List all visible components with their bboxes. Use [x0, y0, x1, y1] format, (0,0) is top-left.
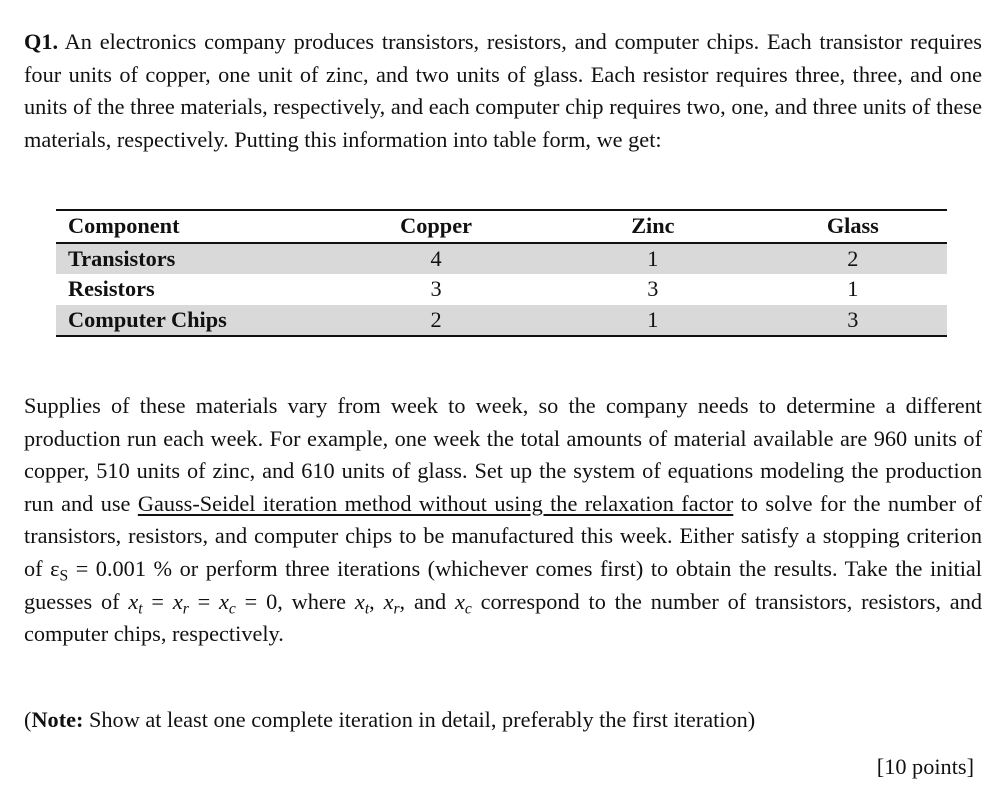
cell-zinc: 1	[547, 305, 759, 337]
body-text-part3: correspond to the number of transistors, resistors, and computer chips, respectively.	[24, 588, 982, 647]
question-body-paragraph	[24, 390, 982, 651]
criterion-text: = 0.001 % or perform three iterations (whichever comes first) to obtain the results. Take the initial guesses of	[24, 555, 982, 614]
body-text-part2: to solve for the number of transistors, resistors, and computer chips to be manufactured this week. Either satisfy a stopping criterion of	[24, 490, 982, 581]
question-number: Q1.	[24, 29, 59, 54]
cell-glass: 1	[847, 276, 859, 301]
table-row	[56, 243, 947, 275]
table-row	[56, 305, 947, 337]
header-copper: Copper	[400, 213, 472, 238]
note-label: Note:	[31, 707, 84, 732]
header-zinc: Zinc	[631, 213, 675, 238]
body-text-part1: Supplies of these materials vary from week to week, so the company needs to determine a different production run each week. For example, one week the total amounts of material available are 960 units of copper, 510 units of zinc, and 610 units of glass. Set up the system of equations modeling the production run and use	[24, 393, 982, 516]
materials-table-wrapper	[56, 209, 947, 337]
eq-sign: =	[188, 588, 220, 614]
cell-glass: 3	[759, 305, 947, 337]
method-underlined: Gauss-Seidel iteration method without using the relaxation factor	[137, 490, 734, 516]
epsilon-symbol: $\varepsilon_S$	[50, 555, 69, 585]
note-paragraph	[24, 704, 982, 737]
eq-sign: =	[142, 588, 173, 614]
var-xt: $x_t$	[354, 588, 370, 618]
table-row	[56, 274, 947, 305]
var-xc: $x_c$	[219, 588, 236, 618]
cell-zinc: 1	[547, 243, 759, 275]
cell-component: Computer Chips	[56, 305, 325, 337]
cell-copper: 4	[325, 243, 547, 275]
var-xt: $x_t$	[128, 588, 143, 618]
question-intro-paragraph	[24, 26, 982, 156]
var-xr: $x_r$	[172, 588, 189, 618]
cell-glass: 2	[759, 243, 947, 275]
note-open-paren: (	[24, 707, 32, 732]
cell-zinc: 3	[647, 276, 659, 301]
note-text: Show at least one complete iteration in detail, preferably the first iteration)	[83, 707, 756, 732]
var-xc: $x_c$	[454, 588, 472, 618]
cell-component: Resistors	[68, 276, 155, 301]
points-label: [10 points]	[876, 754, 974, 779]
cell-copper: 3	[430, 276, 442, 301]
header-glass: Glass	[826, 213, 879, 238]
and-text: , and	[399, 588, 455, 614]
var-xr: $x_r$	[383, 588, 400, 618]
cell-component: Transistors	[56, 243, 325, 275]
eq-text: = 0, where	[235, 588, 355, 614]
question-intro-text: An electronics company produces transistors, resistors, and computer chips. Each transistor requires four units of copper, one unit of zinc, and two units of glass. Each resistor requires three, three, and one units of the three materials, respectively, and each computer chip requires two, one, and three units of these materials, respectively. Putting this information into table form, we get:	[24, 29, 982, 152]
header-component: Component	[68, 213, 180, 238]
materials-table	[56, 209, 947, 337]
cell-copper: 2	[325, 305, 547, 337]
comma: ,	[369, 588, 384, 614]
table-header-row	[56, 210, 947, 243]
